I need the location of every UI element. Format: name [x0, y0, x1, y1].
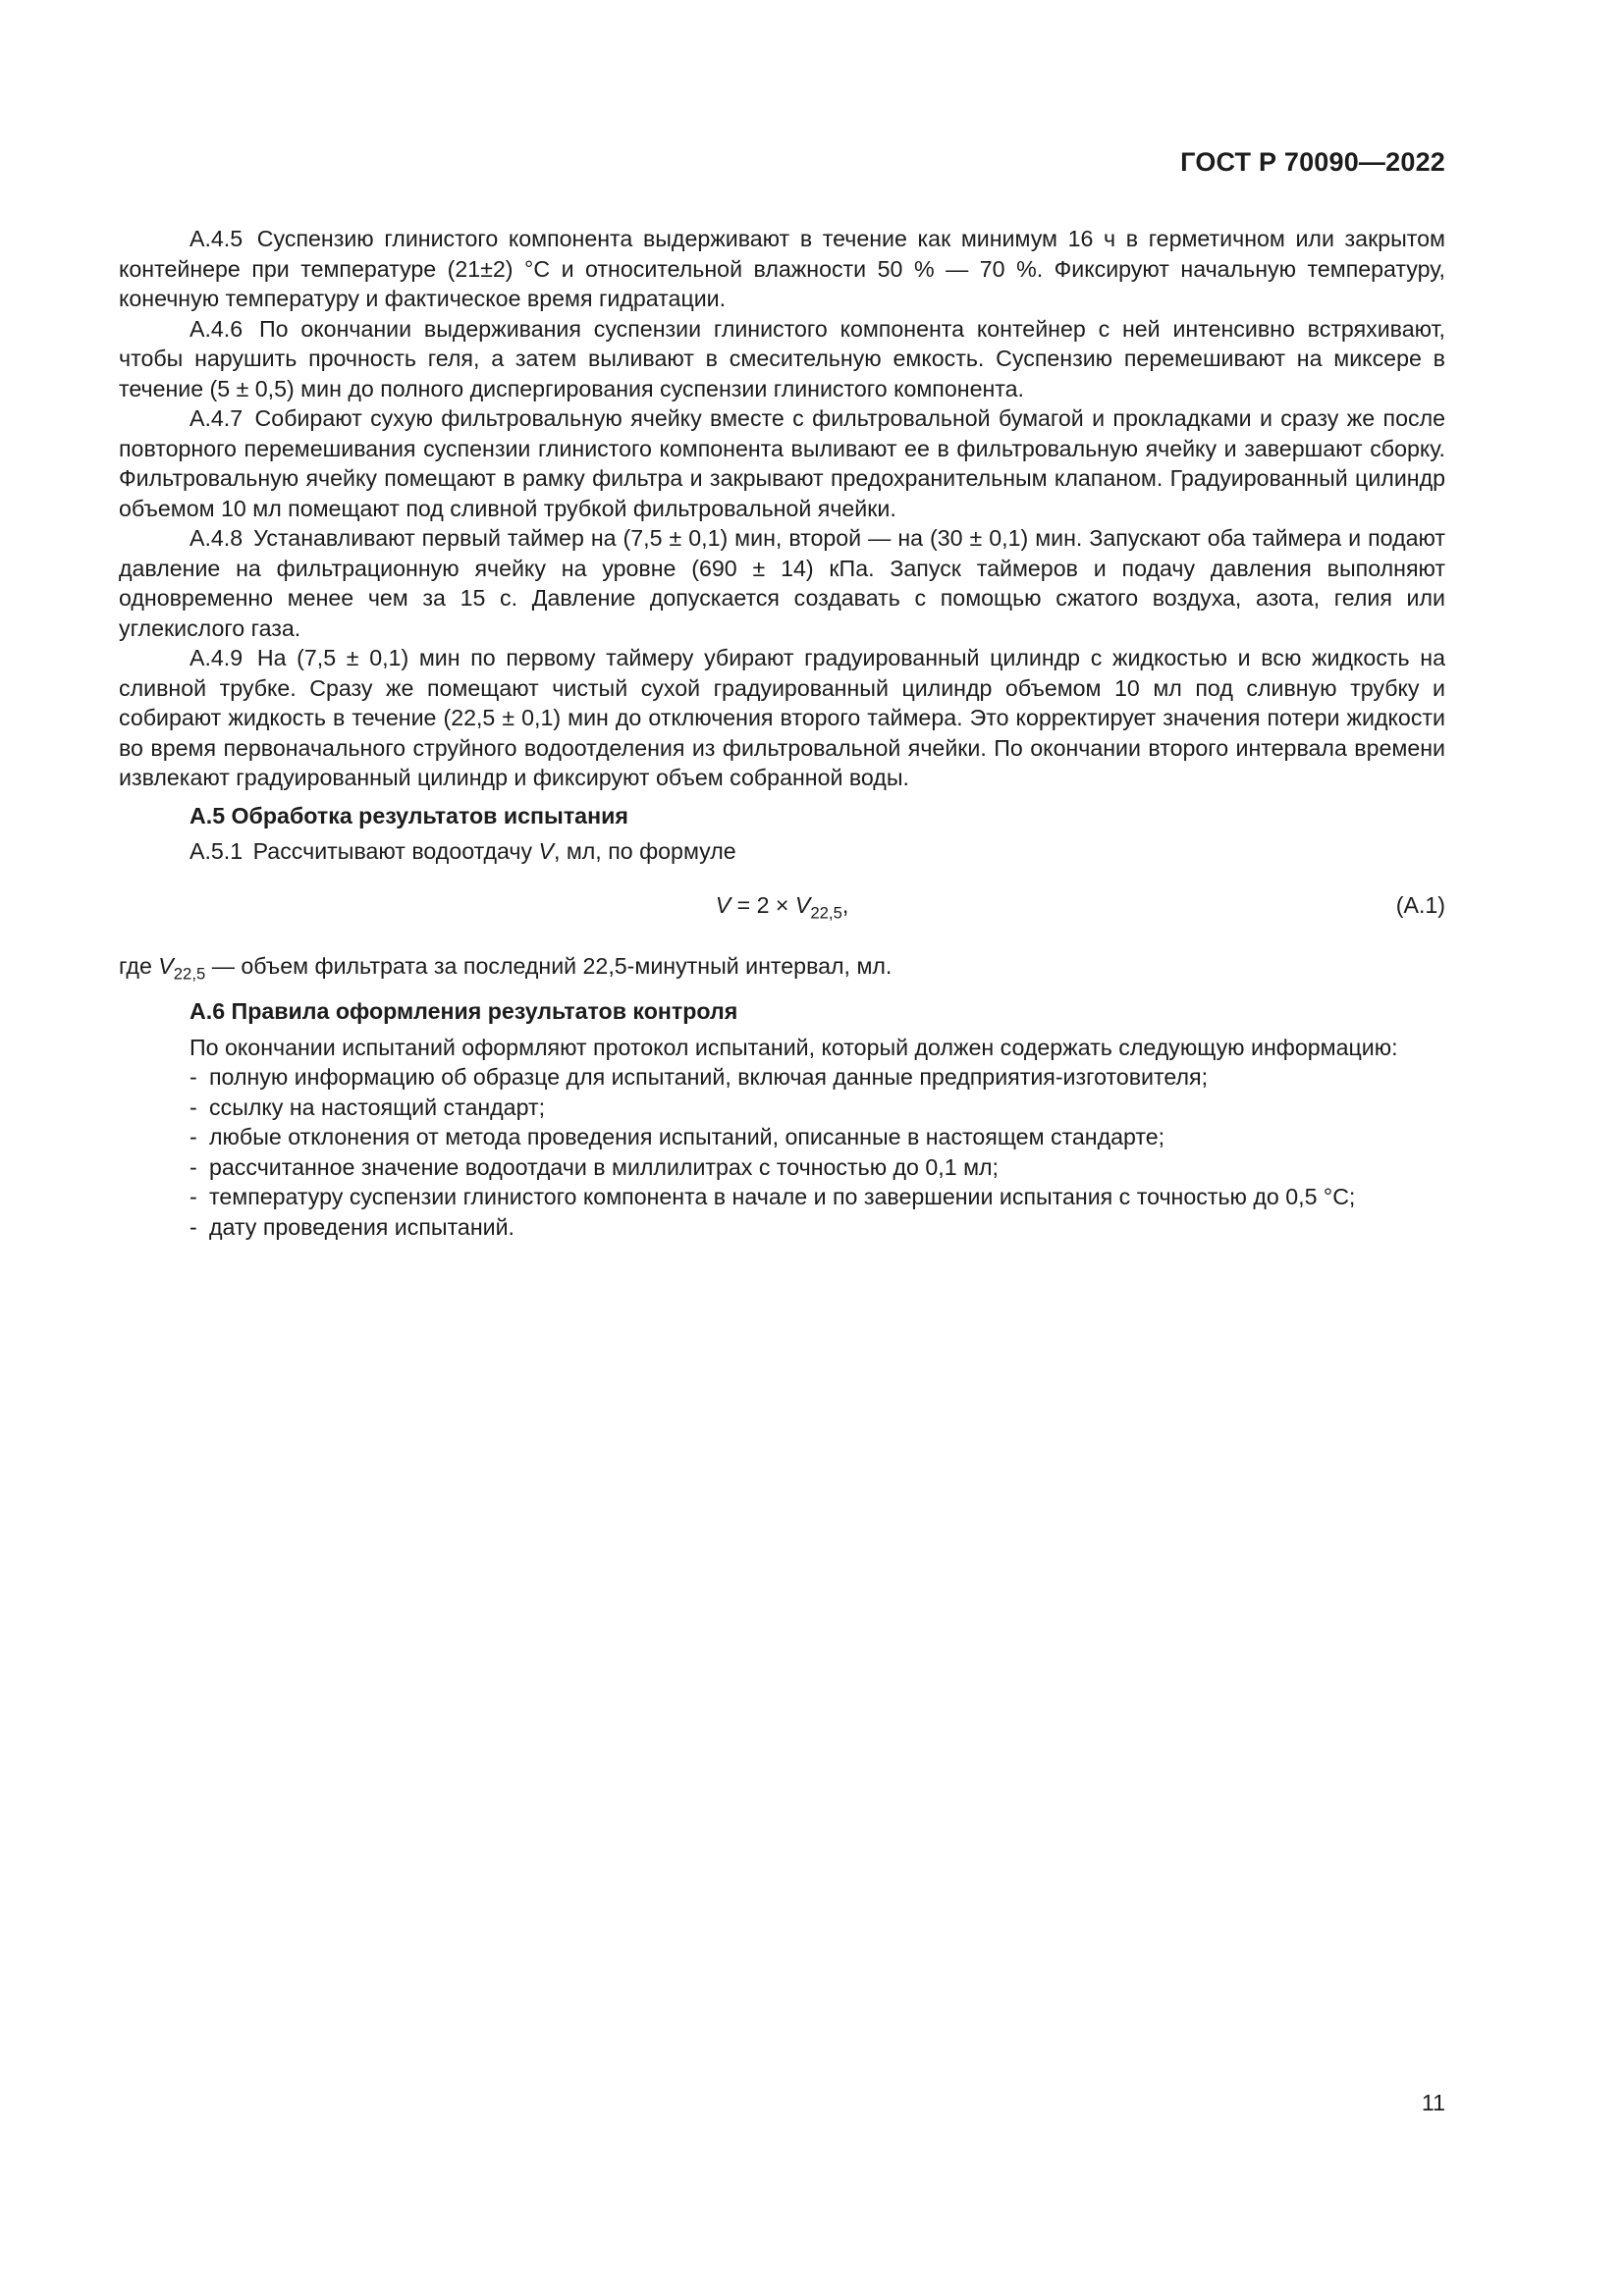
list-item-text: ссылку на настоящий стандарт;: [209, 1094, 546, 1120]
paragraph-text-end: , мл, по формуле: [553, 838, 736, 864]
paragraph-number: А.5.1: [189, 838, 244, 864]
list-marker: -: [189, 1184, 197, 1210]
formula-operator: = 2 ×: [731, 891, 795, 918]
formula-lhs: V: [715, 891, 731, 918]
formula-explanation: [119, 951, 1445, 989]
list-item: [189, 1062, 1445, 1093]
formula-tail: ,: [841, 891, 849, 918]
formula-number: (А.1): [1395, 891, 1445, 918]
paragraph-text-start: Рассчитывают водоотдачу: [252, 838, 539, 864]
list-item: [189, 1182, 1445, 1212]
list-item: [189, 1093, 1445, 1123]
list-marker: -: [189, 1094, 197, 1120]
list-item: [189, 1122, 1445, 1152]
list-marker: -: [189, 1124, 197, 1150]
where-variable: V: [158, 952, 174, 979]
list-item: [189, 1152, 1445, 1183]
paragraph-number: А.4.9: [189, 645, 244, 670]
list-marker: -: [189, 1153, 197, 1180]
list-marker: -: [189, 1213, 197, 1240]
list-item-text: температуру суспензии глинистого компонента в начале и по завершении испытания с точностью до 0,5 °С;: [209, 1184, 1356, 1210]
variable-v: V: [538, 838, 554, 864]
paragraph-text: Устанавливают первый таймер на (7,5 ± 0,1) мин, второй — на (30 ± 0,1) мин. Запускают оба таймера и подают давление на фильтрационную ячейку на уровне (690 ± 14) кПа. Запуск таймеров и подачу давления выполняют одновременно менее чем за 15 с. Давление допускается создавать с помощью сжатого воздуха, азота, гелия или углекислого газа.: [119, 525, 1445, 641]
where-prefix: где: [119, 952, 159, 979]
paragraph-number: А.4.6: [189, 315, 244, 342]
paragraph-text: На (7,5 ± 0,1) мин по первому таймеру убирают градуированный цилиндр с жидкостью и всю жидкость на сливной трубке. Сразу же помещают чистый сухой градуированный цилиндр объемом 10 мл под сливную трубку и собирают жидкость в течение (22,5 ± 0,1) мин до отключения второго таймера. Это корректирует значения потери жидкости во время первоначального струйного водоотделения из фильтровальной ячейки. По окончании второго интервала времени извлекают градуированный цилиндр и фиксируют объем собранной воды.: [119, 645, 1445, 790]
where-subscript: 22,5: [173, 963, 206, 983]
paragraph-a-5-1: [119, 836, 1445, 867]
page-number: 11: [1421, 2090, 1445, 2115]
section-heading-a-5: А.5 Обработка результатов испытания: [189, 802, 628, 828]
paragraph-text: По окончании выдерживания суспензии глинистого компонента контейнер с ней интенсивно встряхивают, чтобы нарушить прочность геля, а затем выливают в смесительную емкость. Суспензию перемешивают на миксере в течение (5 ± 0,5) мин до полного диспергирования суспензии глинистого компонента.: [119, 315, 1445, 401]
list-item-text: рассчитанное значение водоотдачи в миллилитрах с точностью до 0,1 мл;: [209, 1153, 999, 1180]
paragraph-a-4-6: [119, 314, 1445, 404]
paragraph-a-6-intro: По окончании испытаний оформляют протокол испытаний, который должен содержать следующую информацию:: [189, 1034, 1398, 1060]
formula-subscript: 22,5: [810, 902, 842, 922]
list-item-text: полную информацию об образце для испытаний, включая данные предприятия-изготовителя;: [209, 1064, 1209, 1091]
list-marker: -: [189, 1064, 197, 1091]
paragraph-a-4-8: [119, 523, 1445, 643]
protocol-requirements-list: [119, 1062, 1445, 1242]
paragraph-number: А.4.7: [189, 405, 244, 431]
formula-block: [119, 886, 1445, 928]
paragraph-text: Собирают сухую фильтровальную ячейку вместе с фильтровальной бумагой и прокладками и сразу же после повторного перемешивания суспензии глинистого компонента выливают ее в фильтровальную ячейку и завершают сборку. Фильтровальную ячейку помещают в рамку фильтра и закрывают предохранительным клапаном. Градуированный цилиндр объемом 10 мл помещают под сливной трубкой фильтровальной ячейки.: [119, 405, 1445, 521]
document-standard-id: ГОСТ Р 70090—2022: [1180, 147, 1445, 177]
document-body: [119, 224, 1445, 1242]
paragraph-a-4-9: [119, 643, 1445, 793]
list-item-text: дату проведения испытаний.: [209, 1213, 514, 1240]
paragraph-a-4-5: [119, 224, 1445, 314]
formula-a-1: [119, 890, 1445, 929]
list-item-text: любые отклонения от метода проведения испытаний, описанные в настоящем стандарте;: [209, 1124, 1165, 1150]
paragraph-a-4-7: [119, 403, 1445, 523]
list-item: [189, 1212, 1445, 1243]
paragraph-number: А.4.8: [189, 525, 244, 551]
where-text: — объем фильтрата за последний 22,5-минутный интервал, мл.: [205, 952, 893, 979]
section-heading-a-6: А.6 Правила оформления результатов контроля: [189, 998, 738, 1025]
formula-variable: V: [794, 891, 811, 918]
paragraph-number: А.4.5: [189, 226, 244, 251]
paragraph-text: Суспензию глинистого компонента выдерживают в течение как минимум 16 ч в герметичном или закрытом контейнере при температуре (21±2) °С и относительной влажности 50 % — 70 %. Фиксируют начальную температуру, конечную температуру и фактическое время гидратации.: [119, 226, 1445, 311]
